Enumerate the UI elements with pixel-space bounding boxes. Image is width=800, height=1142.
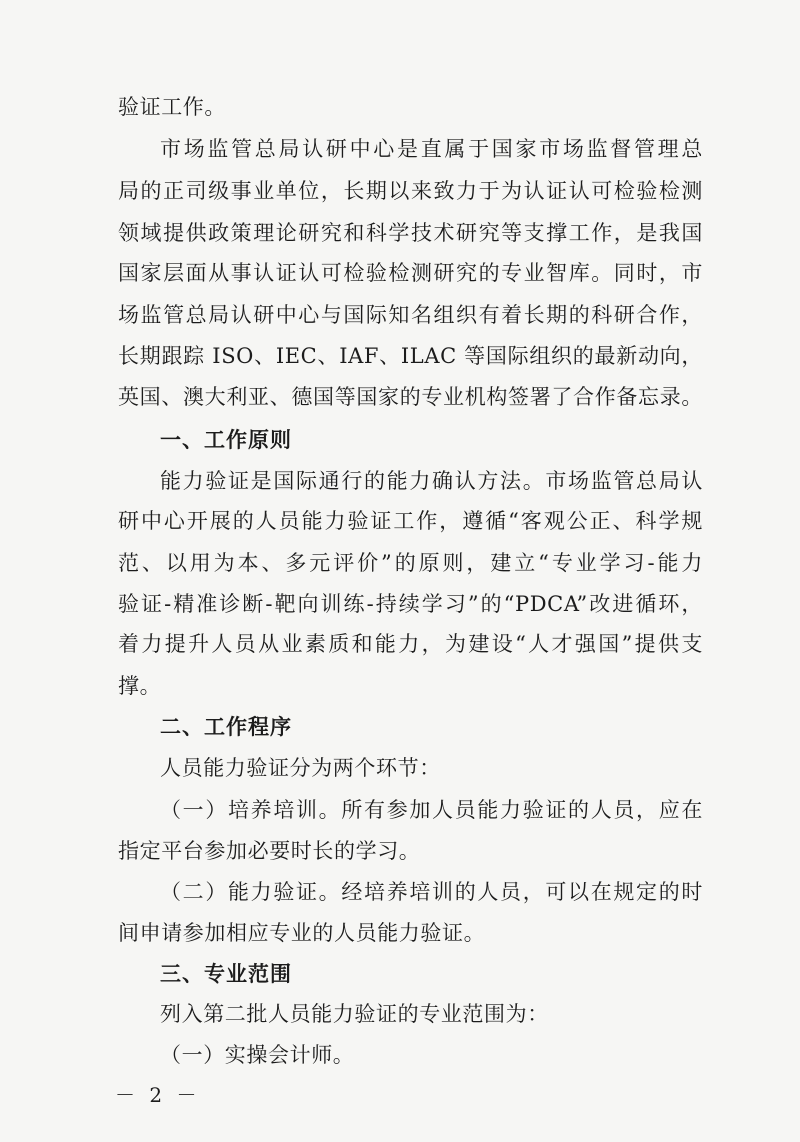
continuation-line: 验证工作。 [118, 95, 226, 119]
section-2-intro: 人员能力验证分为两个环节： [160, 756, 441, 780]
intro-line-6: 长期跟踪 ISO、IEC、IAF、ILAC 等国际组织的最新动向， [118, 344, 703, 368]
section-2-item-2-line-1: （二）能力验证。经培养培训的人员，可以在规定的时 [160, 880, 703, 904]
section-1-line-6: 撑。 [118, 674, 162, 698]
section-3-item-1: （一）实操会计师。 [160, 1043, 355, 1067]
section-1-line-3: 范、以用为本、多元评价”的原则，建立“专业学习-能力 [118, 551, 703, 575]
section-2-item-1-line-2: 指定平台参加必要时长的学习。 [118, 839, 421, 863]
section-3-heading: 三、专业范围 [160, 962, 292, 986]
intro-line-5: 场监管总局认研中心与国际知名组织有着长期的科研合作， [118, 303, 703, 327]
section-1-line-1: 能力验证是国际通行的能力确认方法。市场监管总局认 [160, 469, 703, 493]
section-2-item-1-line-1: （一）培养培训。所有参加人员能力验证的人员，应在 [160, 798, 703, 822]
intro-line-7: 英国、澳大利亚、德国等国家的专业机构签署了合作备忘录。 [118, 385, 703, 409]
section-1-heading: 一、工作原则 [160, 428, 292, 452]
intro-line-1: 市场监管总局认研中心是直属于国家市场监督管理总 [160, 137, 703, 161]
intro-line-2: 局的正司级事业单位，长期以来致力于为认证认可检验检测 [118, 179, 703, 203]
section-2-item-2-line-2: 间申请参加相应专业的人员能力验证。 [118, 921, 486, 945]
section-1-line-2: 研中心开展的人员能力验证工作，遵循“客观公正、科学规 [118, 509, 703, 533]
page-number-text: － 2 － [115, 1083, 201, 1107]
section-3-intro: 列入第二批人员能力验证的专业范围为： [160, 1002, 549, 1026]
section-1-line-5: 着力提升人员从业素质和能力，为建设“人才强国”提供支 [118, 632, 703, 656]
section-2-heading: 二、工作程序 [160, 715, 292, 739]
intro-line-3: 领域提供政策理论研究和科学技术研究等支撑工作，是我国 [118, 221, 703, 245]
intro-line-4: 国家层面从事认证认可检验检测研究的专业智库。同时，市 [118, 261, 703, 285]
section-1-line-4: 验证-精准诊断-靶向训练-持续学习”的“PDCA”改进循环， [118, 592, 703, 616]
